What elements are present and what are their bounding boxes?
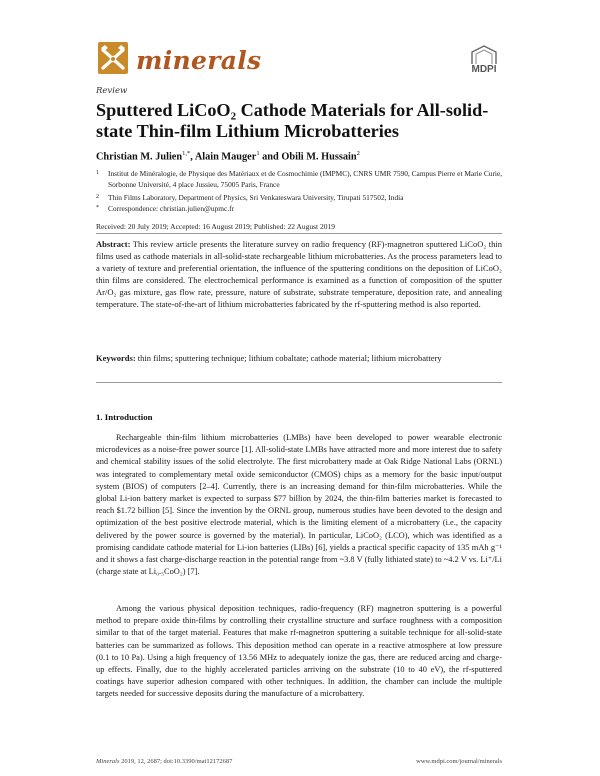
author-separator: and [259, 151, 282, 163]
footer-journal: Minerals [96, 758, 120, 765]
mdpi-logo-icon [466, 44, 502, 66]
publication-dates: Received: 20 July 2019; Accepted: 16 August 2019; Published: 22 August 2019 [96, 222, 335, 231]
abstract-label: Abstract: [96, 239, 131, 249]
journal-header [96, 40, 516, 80]
mdpi-logo-text: MDPI [471, 64, 497, 75]
article-title: Sputtered LiCoO₂ Cathode Materials for All-solid-state Thin-film Lithium Microbatteries [96, 100, 489, 141]
body-paragraph: Rechargeable thin-film lithium microbatteries (LMBs) have been developed to power wearable electronic microdevices as a noise-free power source [1]. All-solid-state LMBs have attracted more and more interest due to safety and chemical stability issues of the solid electrolyte. The first microbattery made at Oak Ridge National Labs (ORNL) was integrated to complementary metal oxide semiconductor (CMOS) chips as a memory for the basic input/output system (BIOS) of computers [2–4]. Currently, there is an increasing demand for thin-film microbatteries. While the global Li-ion battery market is expected to surpass $77 billion by 2024, the thin-film batteries market is forecasted to reach $1.72 billion [5]. Since the invention by the ORNL group, numerous studies have been devoted to the design and optimization of the best positive electrode material, which is the limiting element of a microbattery (i.e., the capacity delivered by the power source is governed by the material). In particular, LiCoO₂ (LCO), which was identified as a promising candidate cathode material for Li-ion batteries (LIBs) [6], yields a practical specific capacity of 135 mAh g⁻¹ and it shows a fast charge-discharge reaction in the potential range from ~3.8 V (fully lithiated state) to ~4.2 V vs. Li⁺/Li (charge state at Li₀.₅CoO₂) [7]. [96, 433, 502, 577]
correspondence-email[interactable]: Correspondence: christian.julien@upmc.fr [108, 204, 235, 213]
author-list: Christian M. Julien$^{1,*}$, Alain Mauger$^1$ and Obili M. Hussain$^2$ [96, 150, 360, 163]
author-affiliation-mark: 1,* [182, 150, 191, 157]
footer-citation-text: 2019, 12, 2687; doi:10.3390/mat12172687 [119, 758, 233, 765]
author-affiliation-mark: 2 [356, 150, 360, 157]
keywords [96, 352, 502, 364]
divider [96, 233, 502, 234]
body-paragraph: Among the various physical deposition techniques, radio-frequency (RF) magnetron sputtering is a powerful method to prepare oxide thin-films by controlling their crystalline structure and surface roughness with a composition similar to that of the target material. Features that make rf-magnetron sputtering a suitable technique for all-solid-state batteries can be summarized as follows. This deposition method can operate in a reactive atmosphere at low pressure (0.1 to 10 Pa). Using a high frequency of 13.56 MHz to adequately ionize the gas, there are reduced arcing and charge-up effects. Finally, due to the highly accelerated particles arriving on the substrate (10 to 40 eV), the rf-sputtered coatings have superior adhesion compared with other techniques. In addition, the chamber can include the multiple targets needed for successive deposits during the manufacture of a microbattery. [96, 604, 502, 699]
affiliation-number: 2 [96, 194, 99, 200]
affiliation-text: Thin Films Laboratory, Department of Physics, Sri Venkateswara University, Tirupati 517502, India [108, 193, 404, 202]
keywords-text: thin films; sputtering technique; lithium cobaltate; cathode material; lithium microbattery [137, 353, 442, 363]
author-name[interactable]: Obili M. Hussain [281, 151, 357, 163]
abstract [96, 238, 502, 310]
divider [96, 382, 502, 383]
footer-url[interactable]: www.mdpi.com/journal/minerals [416, 758, 502, 765]
mdpi-logo [466, 44, 502, 80]
journal-name: minerals [136, 46, 262, 75]
page-footer [96, 758, 502, 768]
article-type: Review [96, 86, 128, 96]
affiliation-number: * [96, 205, 99, 211]
minerals-logo-icon [96, 40, 130, 76]
footer-citation [96, 758, 232, 765]
author-affiliation-mark: 1 [256, 150, 260, 157]
section-heading: 1. Introduction [96, 412, 153, 422]
affiliation-text: Institut de Minéralogie, de Physique des Matériaux et de Cosmochimie (IMPMC), CNRS UMR 7590, Campus Pierre et Marie Curie, Sorbonne Université, 4 place Jussieu, 75005 Paris, France [108, 169, 503, 189]
abstract-text: This review article presents the literature survey on radio frequency (RF)-magnetron sputtered LiCoO₂ thin films used as cathode materials in all-solid-state rechargeable lithium microbatteries. As the process parameters lead to a variety of texture and preferential orientation, the influence of the sputtering conditions on the deposition of LiCoO₂ thin films are considered. The electrochemical performance is examined as a function of composition of the sputter Ar/O₂ gas mixture, gas flow rate, pressure, nature of substrate, substrate temperature, deposition rate, and annealing temperature. The state-of-the-art of lithium microbatteries fabricated by the rf-sputtering method is also reported. [96, 239, 502, 309]
keywords-label: Keywords: [96, 353, 136, 363]
author-name[interactable]: Alain Mauger [194, 151, 257, 163]
author-name[interactable]: Christian M. Julien [96, 151, 183, 163]
affiliation-number: 1 [96, 170, 99, 176]
